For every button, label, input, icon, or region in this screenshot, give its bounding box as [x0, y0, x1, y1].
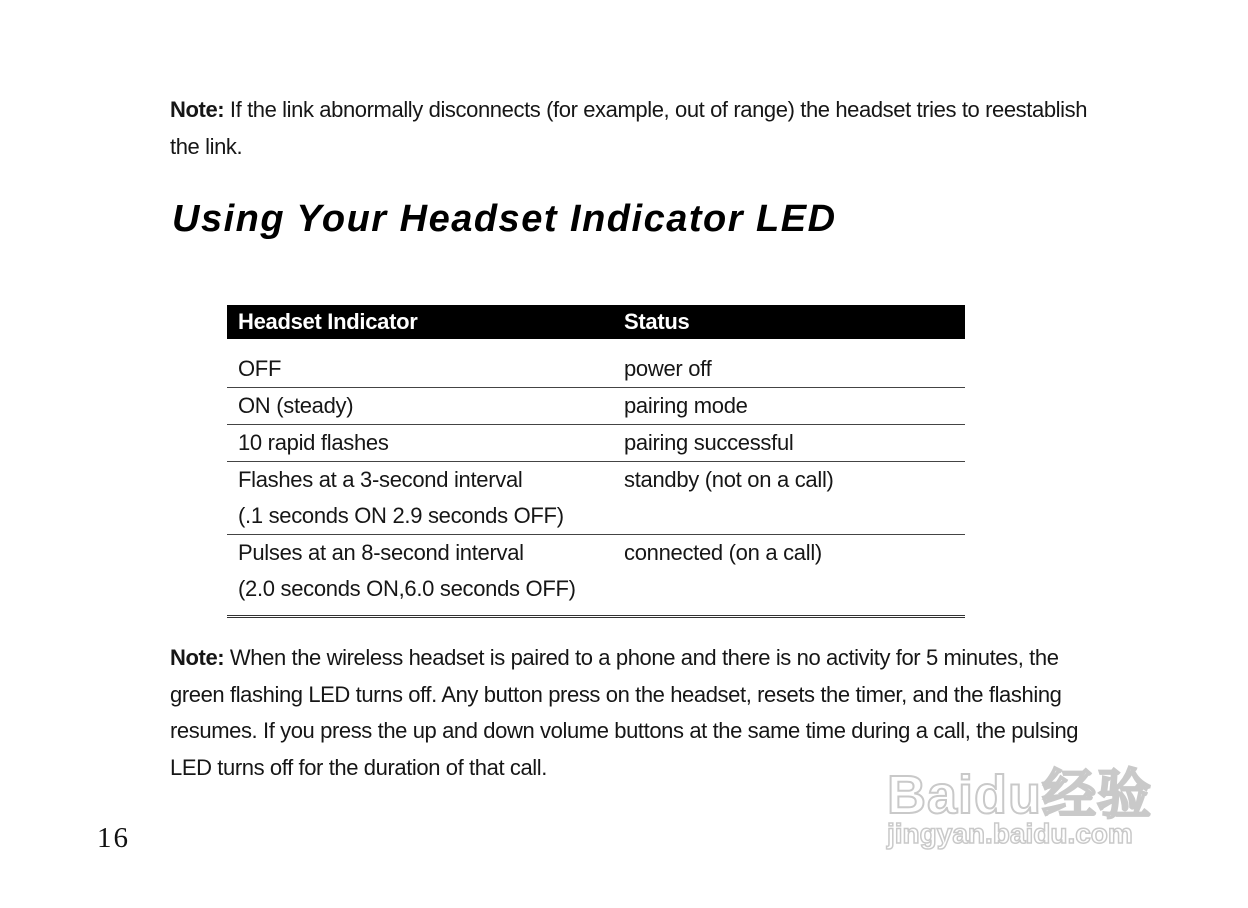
status-cell: standby (not on a call) [624, 462, 965, 535]
table-row [227, 535, 965, 617]
header-status: Status [624, 305, 965, 339]
indicator-text: Flashes at a 3-second interval [238, 467, 523, 492]
status-cell: pairing successful [624, 425, 965, 462]
table-row [227, 388, 965, 425]
indicator-text: ON (steady) [238, 393, 354, 418]
note-label: Note: [170, 97, 225, 122]
note-text: When the wireless headset is paired to a phone and there is no activity for 5 minutes, the green flashing LED turns off. Any button press on the headset, resets the timer, and the flashing resumes. If you press the up and down volume buttons at the same time during a call, the pulsing LED turns off for the duration of that call. [170, 645, 1079, 780]
indicator-cell [227, 425, 624, 462]
status-cell: connected (on a call) [624, 535, 965, 617]
table-row [227, 462, 965, 535]
section-heading: Using Your Headset Indicator LED [172, 198, 837, 240]
note-top [170, 92, 1090, 165]
indicator-text: OFF [238, 356, 282, 381]
indicator-text: 10 rapid flashes [238, 430, 389, 455]
table-row [227, 425, 965, 462]
table-header-row [227, 305, 965, 339]
indicator-cell [227, 462, 624, 535]
page-number: 16 [97, 822, 130, 854]
indicator-detail: (2.0 seconds ON,6.0 seconds OFF) [238, 576, 576, 601]
note-text: If the link abnormally disconnects (for example, out of range) the headset tries to reestablish the link. [170, 97, 1088, 159]
baidu-watermark [885, 752, 1175, 862]
status-cell: pairing mode [624, 388, 965, 425]
indicator-cell [227, 388, 624, 425]
header-headset-indicator: Headset Indicator [227, 305, 624, 339]
led-indicator-table [227, 305, 965, 618]
note-label: Note: [170, 645, 225, 670]
watermark-url: jingyan.baidu.com [887, 818, 1133, 849]
indicator-cell [227, 535, 624, 617]
indicator-detail: (.1 seconds ON 2.9 seconds OFF) [238, 503, 564, 528]
indicator-cell [227, 339, 624, 388]
table-row [227, 339, 965, 388]
indicator-text: Pulses at an 8-second interval [238, 540, 524, 565]
status-cell: power off [624, 339, 965, 388]
watermark-logo: Baidu经验 [887, 765, 1153, 825]
